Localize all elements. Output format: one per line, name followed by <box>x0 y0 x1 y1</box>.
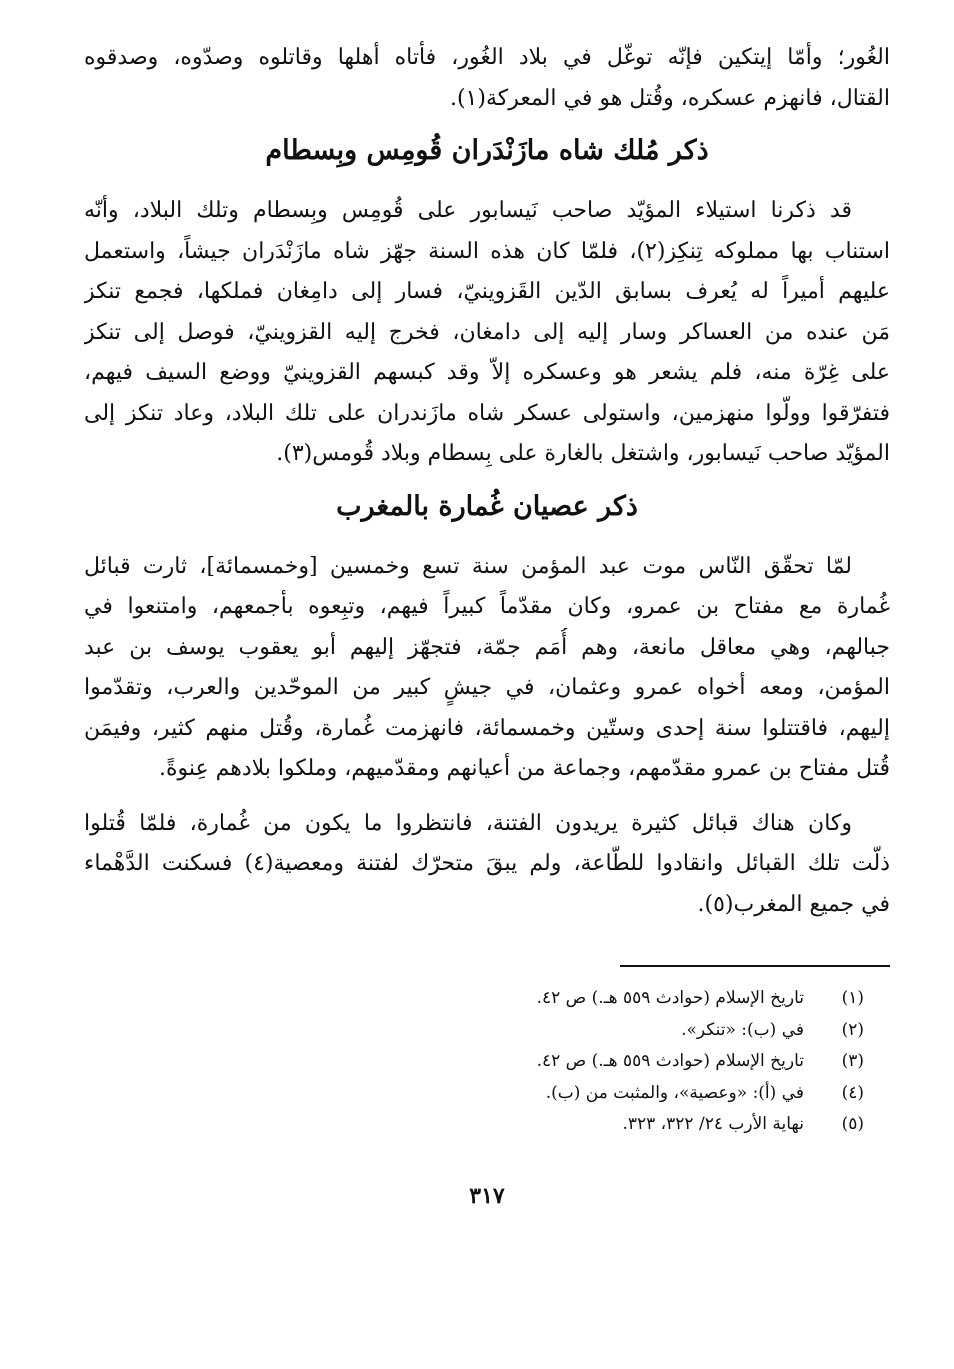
section-paragraph-mazandaran <box>84 191 890 475</box>
text-line: قُتل مفتاح بن عمرو مقدّمهم، وجماعة من أعيانهم ومقدّميهم، وملكوا بلادهم عِنوةً. <box>158 756 890 781</box>
text-line: إليهم، فاقتتلوا سنة إحدى وستّين وخمسمائة، فانهزمت غُمارة، وقُتل منهم كثير، وفيمَن <box>84 715 890 741</box>
text-line: المؤمن، ومعه أخواه عمرو وعثمان، في جيشٍ كبير من الموحّدين والعرب، وتقدّموا <box>84 675 890 700</box>
section-heading-ghumara: ذكر عصيان غُمارة بالمغرب <box>336 490 638 522</box>
footnote-number: (٢) <box>841 1019 864 1040</box>
text-line: لمّا تحقّق النّاس موت عبد المؤمن سنة تسع وخمسين [وخمسمائة]، ثارت قبائل <box>84 553 852 579</box>
book-page <box>84 38 890 1211</box>
section-heading-mazandaran: ذكر مُلك شاه مازَنْدَران قُومِس وبِسطام <box>265 135 709 166</box>
text-line: عليهم أميراً له يُعرف بسابق الدّين القَزوينيّ، فسار إلى دامِغان فملكها، فجمع تنكز <box>84 279 890 304</box>
footnote-item <box>84 1078 890 1110</box>
text-line: فتفرّقوا وولّوا منهزمين، واستولى عسكر شاه مازَندران على تلك البلاد، وعاد تنكز إلى <box>84 400 890 426</box>
text-line: جبالهم، وهي معاقل مانعة، وهم أُمَم جمّة، فتجهّز إليهم أبو يعقوب يوسف بن عبد <box>84 634 890 660</box>
text-line: وكان هناك قبائل كثيرة يريدون الفتنة، فانتظروا ما يكون من غُمارة، فلمّا قُتلوا <box>84 810 852 836</box>
footnote-item <box>84 1046 890 1078</box>
footnote-text: في (أ): «وعصية»، والمثبت من (ب). <box>545 1082 804 1103</box>
text-line: المؤيّد صاحب نَيسابور، واشتغل بالغارة على بِسطام وبلاد قُومس(٣). <box>276 441 890 466</box>
footnote-number: (٤) <box>841 1082 864 1103</box>
footnote-item <box>84 1109 890 1141</box>
footnote-number: (٣) <box>841 1051 864 1071</box>
intro-paragraph <box>84 38 890 119</box>
text-line: القتال، فانهزم عسكره، وقُتل هو في المعركة(١). <box>449 85 890 111</box>
page-number: ٣١٧ <box>469 1182 505 1209</box>
footnote-text: تاريخ الإسلام (حوادث ٥٥٩ هـ.) ص ٤٢. <box>536 988 804 1008</box>
text-line: استناب بها مملوكه تِنكِز(٢)، فلمّا كان هذه السنة جهّز شاه مازَنْدَران جيشاً، واستعمل <box>84 238 890 264</box>
footnote-divider <box>620 965 890 967</box>
text-line: الغُور؛ وأمّا إيتكين فإنّه توغّل في بلاد الغُور، فأتاه أهلها وقاتلوه وصدّوه، وصدقوه <box>84 45 890 70</box>
footnote-item <box>84 1015 890 1047</box>
text-line: في جميع المغرب(٥). <box>697 891 890 917</box>
footnote-number: (٥) <box>841 1114 864 1134</box>
text-line: قد ذكرنا استيلاء المؤيّد صاحب نَيسابور على قُومِس وبِسطام وتلك البلاد، وأنّه <box>84 198 852 223</box>
footnote-text: تاريخ الإسلام (حوادث ٥٥٩ هـ.) ص ٤٢. <box>536 1051 804 1071</box>
footnote-item <box>84 983 890 1015</box>
footnote-text: في (ب): «تنكر». <box>681 1019 804 1040</box>
text-line: مَن عنده من العساكر وسار إليه إلى دامغان، فخرج إليه القزوينيّ، فوصل إلى تنكز <box>84 319 890 345</box>
footnotes <box>84 983 890 1141</box>
footnote-number: (١) <box>841 988 864 1008</box>
section-paragraph-ghumara-1 <box>84 547 890 790</box>
text-line: ذلّت تلك القبائل وانقادوا للطّاعة، ولم يبقَ متحرّك لفتنة ومعصية(٤) فسكنت الدَّهْماء <box>84 851 890 876</box>
text-line: على غِرّة منه، فلم يشعر هو وعسكره إلاّ وقد كبسهم القزوينيّ ووضع السيف فيهم، <box>84 360 890 385</box>
section-paragraph-ghumara-2 <box>84 804 890 926</box>
text-line: غُمارة مع مفتاح بن عمرو، وكان مقدّماً كبيراً فيهم، وتبِعوه بأجمعهم، وامتنعوا في <box>84 594 890 619</box>
footnote-text: نهاية الأرب ٢٤/ ٣٢٢، ٣٢٣. <box>622 1114 804 1134</box>
